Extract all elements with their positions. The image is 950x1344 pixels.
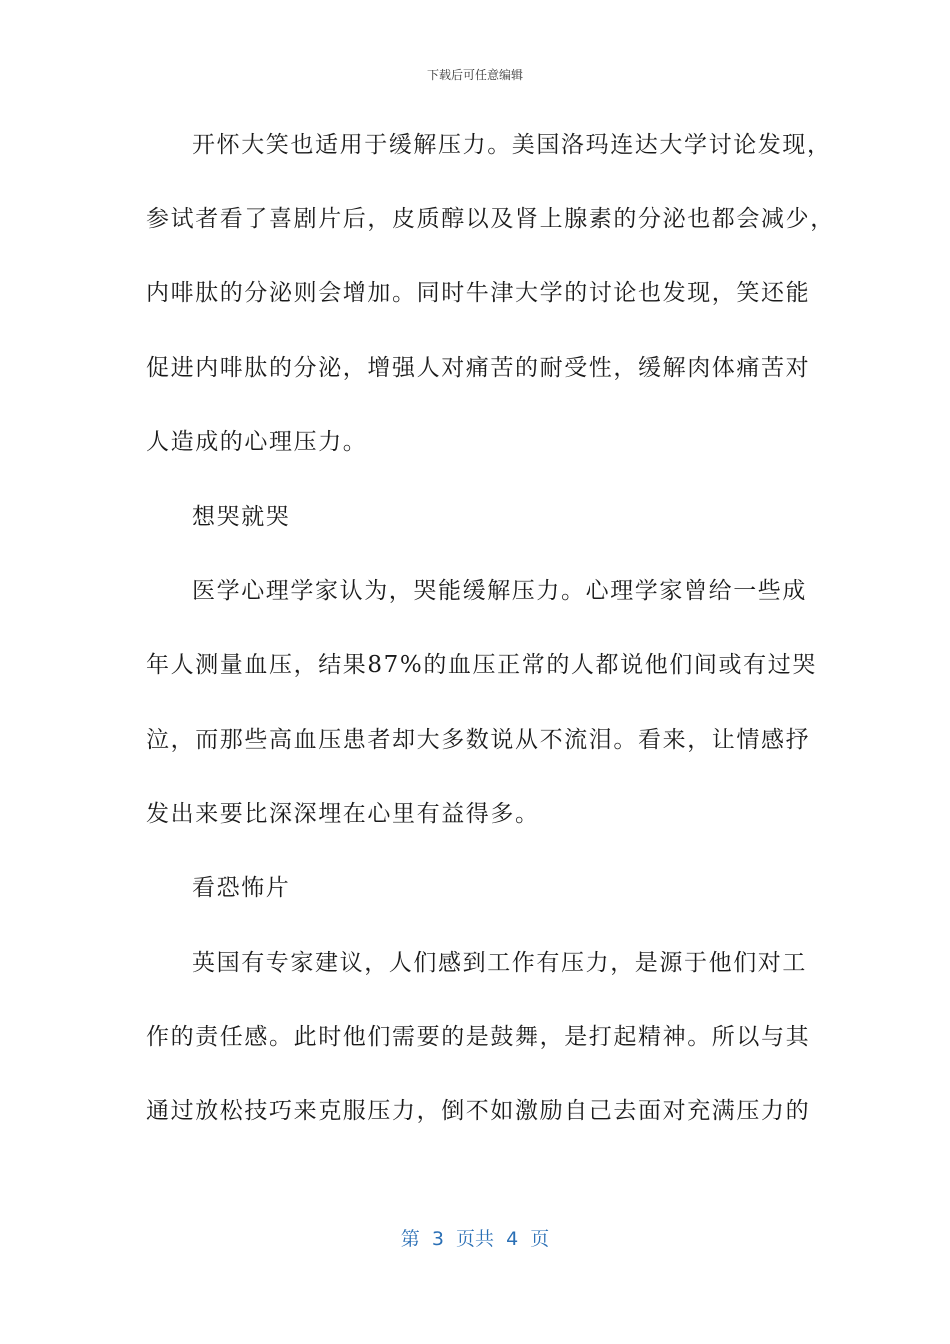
section-heading: 看恐怖片 <box>192 875 291 901</box>
paragraph-line: 内啡肽的分泌则会增加。同时牛津大学的讨论也发现，笑还能 <box>146 280 811 306</box>
paragraph-line: 参试者看了喜剧片后，皮质醇以及肾上腺素的分泌也都会减少， <box>146 206 835 232</box>
paragraph-line: 发出来要比深深埋在心里有益得多。 <box>146 801 540 827</box>
paragraph-line: 医学心理学家认为，哭能缓解压力。心理学家曾给一些成 <box>192 578 807 604</box>
section-heading: 想哭就哭 <box>192 504 291 530</box>
paragraph-line: 开怀大笑也适用于缓解压力。美国洛玛连达大学讨论发现， <box>192 132 832 158</box>
paragraph-line: 泣，而那些高血压患者却大多数说从不流泪。看来，让情感抒 <box>146 727 811 753</box>
paragraph-line: 通过放松技巧来克服压力，倒不如激励自己去面对充满压力的 <box>146 1098 811 1124</box>
page-number-footer: 第 3 页共 4 页 <box>400 1228 550 1250</box>
paragraph-line: 作的责任感。此时他们需要的是鼓舞，是打起精神。所以与其 <box>146 1024 811 1050</box>
paragraph-line: 年人测量血压，结果87%的血压正常的人都说他们间或有过哭 <box>146 652 817 678</box>
paragraph-line: 促进内啡肽的分泌，增强人对痛苦的耐受性，缓解肉体痛苦对 <box>146 355 811 381</box>
page-header-note: 下载后可任意编辑 <box>426 68 523 82</box>
paragraph-line: 人造成的心理压力。 <box>146 429 368 455</box>
paragraph-line: 英国有专家建议，人们感到工作有压力，是源于他们对工 <box>192 950 807 976</box>
